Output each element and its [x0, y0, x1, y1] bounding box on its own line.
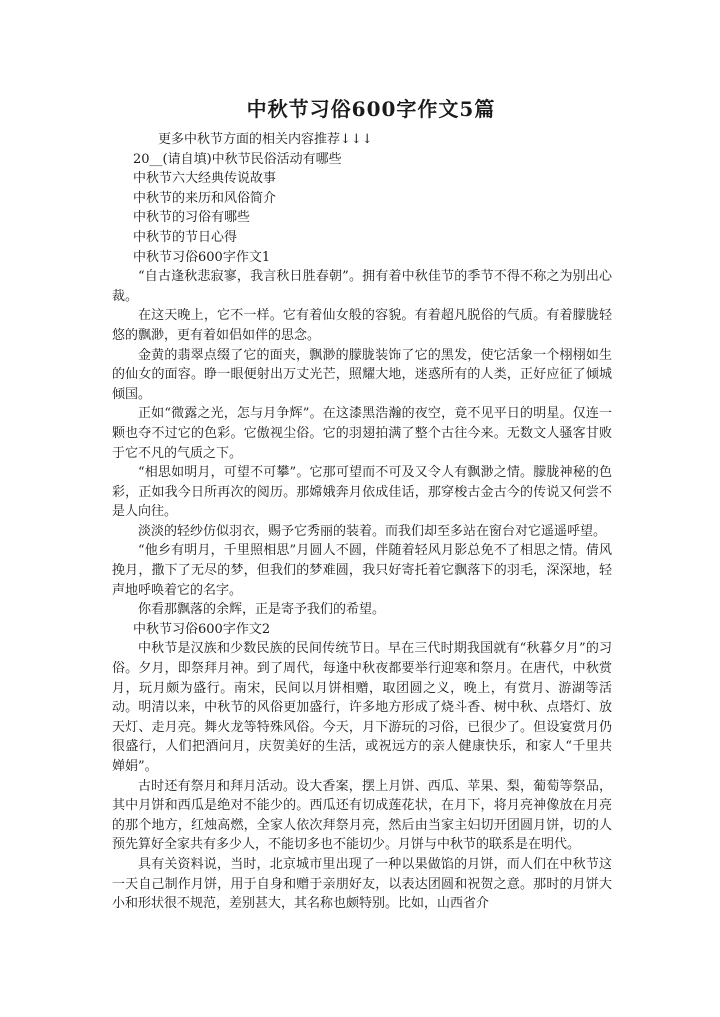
section-2-title: 中秋节习俗600字作文2: [133, 621, 271, 637]
section-2-paragraph: 具有关资料说，当时，北京城市里出现了一种以果做馅的月饼，而人们在中秋节这一天自己制作月饼，用于自身和赠于亲朋好友，以表达团圆和祝贺之意。那时的月饼大小和形状很不规范，差别甚大，其名称也颇特别。比如，山西省介: [112, 856, 612, 912]
related-link-legends[interactable]: 中秋节六大经典传说故事: [133, 171, 277, 187]
related-link-customs[interactable]: 中秋节的习俗有哪些: [133, 210, 251, 226]
section-1-paragraph: 金黄的翡翠点缀了它的面夹，飘渺的朦胧装饰了它的黑发，使它活象一个栩栩如生的仙女的面容。睁一眼便射出万丈光芒，照耀大地，迷惑所有的人类，正好应征了倾城倾国。: [112, 347, 612, 402]
section-1-title: 中秋节习俗600字作文1: [133, 249, 271, 265]
section-1-paragraph: 你看那飘落的余辉，正是寄予我们的希望。: [138, 602, 386, 618]
related-link-folk-activities[interactable]: 20__(请自填)中秋节民俗活动有哪些: [133, 151, 342, 167]
section-1-paragraph: 淡淡的轻纱仿似羽衣，赐予它秀丽的装着。而我们却至多站在窗台对它遥遥呼望。: [138, 523, 607, 539]
section-1-paragraph: “自古逢秋悲寂寥，我言秋日胜春朝”。拥有着中秋佳节的季节不得不称之为别出心裁。: [112, 269, 612, 304]
section-1-paragraph: “他乡有明月，千里照相思”月圆人不圆，伴随着轻风月影总免不了相思之情。倩风挽月，撒下了无尽的梦，但我们的梦难圆，我只好寄托着它飘落下的羽毛，深深地，轻声地呼唤着它的名字。: [112, 543, 612, 598]
section-1-paragraph: 正如“微露之光，怎与月争辉”。在这漆黑浩瀚的夜空，竟不见平日的明星。仅连一颗也夺不过它的色彩。它傲视尘俗。它的羽翅拍满了整个古往今来。无数文人骚客甘败于它不凡的气质之下。: [112, 406, 612, 461]
related-link-origin-customs[interactable]: 中秋节的来历和风俗简介: [133, 190, 277, 206]
section-1-paragraph: “相思如明月，可望不可攀”。它那可望而不可及又令人有飘渺之情。朦胧神秘的色彩，正如我今日所再次的阅历。那嫦娥奔月依成佳话，那穿梭古金古今的传说又何尝不是人向往。: [112, 465, 612, 520]
related-link-reflections[interactable]: 中秋节的节日心得: [133, 229, 238, 245]
section-1-paragraph: 在这天晚上，它不一样。它有着仙女般的容貌。有着超凡脱俗的气质。有着朦胧轻悠的飘渺，更有着如侣如伴的思念。: [112, 308, 612, 343]
section-2-paragraph: 中秋节是汉族和少数民族的民间传统节日。早在三代时期我国就有“秋暮夕月”的习俗。夕月，即祭拜月神。到了周代，每逢中秋夜都要举行迎寒和祭月。在唐代，中秋赏月，玩月颇为盛行。南宋，民间以月饼相赠，取团圆之义，晚上，有赏月、游湖等活动。明清以来，中秋节的风俗更加盛行，许多地方形成了烧斗香、树中秋、点塔灯、放天灯、走月亮。舞火龙等特殊风俗。今天，月下游玩的习俗，已很少了。但设宴赏月仍很盛行，人们把酒问月，庆贺美好的生活，或祝远方的亲人健康快乐，和家人“千里共婵娟”。: [112, 641, 612, 774]
document-title: 中秋节习俗600字作文5篇: [246, 97, 496, 121]
section-2-paragraph: 古时还有祭月和拜月活动。设大香案，摆上月饼、西瓜、苹果、梨，葡萄等祭品，其中月饼和西瓜是绝对不能少的。西瓜还有切成莲花状，在月下，将月亮神像放在月亮的那个地方，红烛高燃，全家人依次拜祭月亮，然后由当家主妇切开团圆月饼，切的人预先算好全家共有多少人，不能切多也不能切少。月饼与中秋节的联系是在明代。: [112, 778, 612, 853]
recommend-intro: 更多中秋节方面的相关内容推荐↓↓↓: [158, 132, 373, 147]
document-page: [112, 96, 612, 914]
